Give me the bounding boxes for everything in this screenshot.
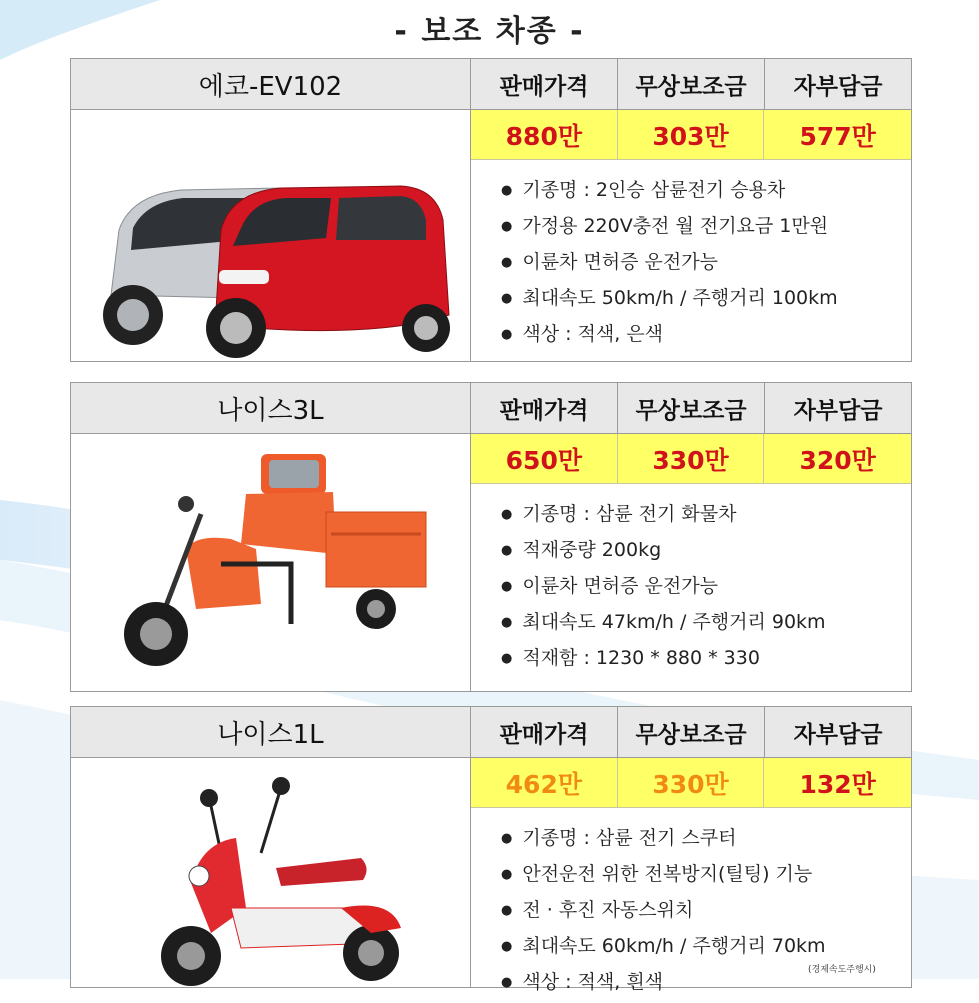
sale-price-header: 판매가격	[471, 382, 618, 434]
self-pay-header: 자부담금	[765, 58, 912, 110]
vehicle-info	[471, 434, 912, 692]
vehicle-card-eco-ev102	[70, 58, 912, 362]
scooter-picture	[71, 758, 472, 988]
price-row	[471, 110, 911, 160]
sale-price-header: 판매가격	[471, 706, 618, 758]
subsidy-header: 무상보조금	[618, 382, 765, 434]
self-pay-header: 자부담금	[765, 706, 912, 758]
subsidy-amount: 330만	[618, 758, 765, 808]
vehicle-info	[471, 110, 912, 362]
vehicle-image	[70, 110, 471, 362]
vehicle-card-nice-3l	[70, 382, 912, 692]
sale-price: 880만	[471, 110, 618, 160]
card-header	[70, 706, 912, 758]
spec-item: ● 색상 : 적색, 은색	[501, 316, 911, 352]
self-pay-header: 자부담금	[765, 382, 912, 434]
card-header	[70, 382, 912, 434]
subsidy-amount: 330만	[618, 434, 765, 484]
sale-price: 462만	[471, 758, 618, 808]
spec-item: ● 색상 : 적색, 흰색	[501, 964, 911, 1000]
spec-item: ● 기종명 : 2인승 삼륜전기 승용차	[501, 172, 911, 208]
spec-item: ● 기종명 : 삼륜 전기 스쿠터	[501, 820, 911, 856]
spec-item: ● 전 · 후진 자동스위치	[501, 892, 911, 928]
vehicle-info	[471, 758, 912, 993]
vehicle-image	[70, 758, 471, 988]
spec-item: ● 이륜차 면허증 운전가능	[501, 568, 911, 604]
vehicle-name: 나이스1L	[70, 706, 471, 758]
spec-item: ● 안전운전 위한 전복방지(틸팅) 기능	[501, 856, 911, 892]
vehicle-name: 나이스3L	[70, 382, 471, 434]
spec-list	[471, 160, 911, 352]
subsidy-header: 무상보조금	[618, 706, 765, 758]
vehicle-card-nice-1l	[70, 706, 912, 993]
sale-price: 650만	[471, 434, 618, 484]
price-row	[471, 758, 911, 808]
self-pay-amount: 577만	[764, 110, 911, 160]
subsidy-amount: 303만	[618, 110, 765, 160]
spec-item: ● 최대속도 47km/h / 주행거리 90km	[501, 604, 911, 640]
ev-car-picture	[71, 110, 472, 362]
spec-item: ● 최대속도 60km/h / 주행거리 70km	[501, 928, 911, 964]
page-title: - 보조 차종 -	[394, 14, 585, 49]
spec-list	[471, 484, 911, 676]
spec-item: ● 적재중량 200kg	[501, 532, 911, 568]
self-pay-amount: 132만	[764, 758, 911, 808]
sale-price-header: 판매가격	[471, 58, 618, 110]
spec-item: ● 기종명 : 삼륜 전기 화물차	[501, 496, 911, 532]
spec-item: ● 적재함 : 1230 * 880 * 330	[501, 640, 911, 676]
spec-item: ● 최대속도 50km/h / 주행거리 100km	[501, 280, 911, 316]
card-header	[70, 58, 912, 110]
price-row	[471, 434, 911, 484]
footnote: (경제속도주행시)	[808, 965, 876, 975]
self-pay-amount: 320만	[764, 434, 911, 484]
vehicle-image	[70, 434, 471, 692]
cargo-tricycle-picture	[71, 434, 472, 692]
vehicle-name: 에코-EV102	[70, 58, 471, 110]
spec-item: ● 이륜차 면허증 운전가능	[501, 244, 911, 280]
subsidy-header: 무상보조금	[618, 58, 765, 110]
spec-item: ● 가정용 220V충전 월 전기요금 1만원	[501, 208, 911, 244]
